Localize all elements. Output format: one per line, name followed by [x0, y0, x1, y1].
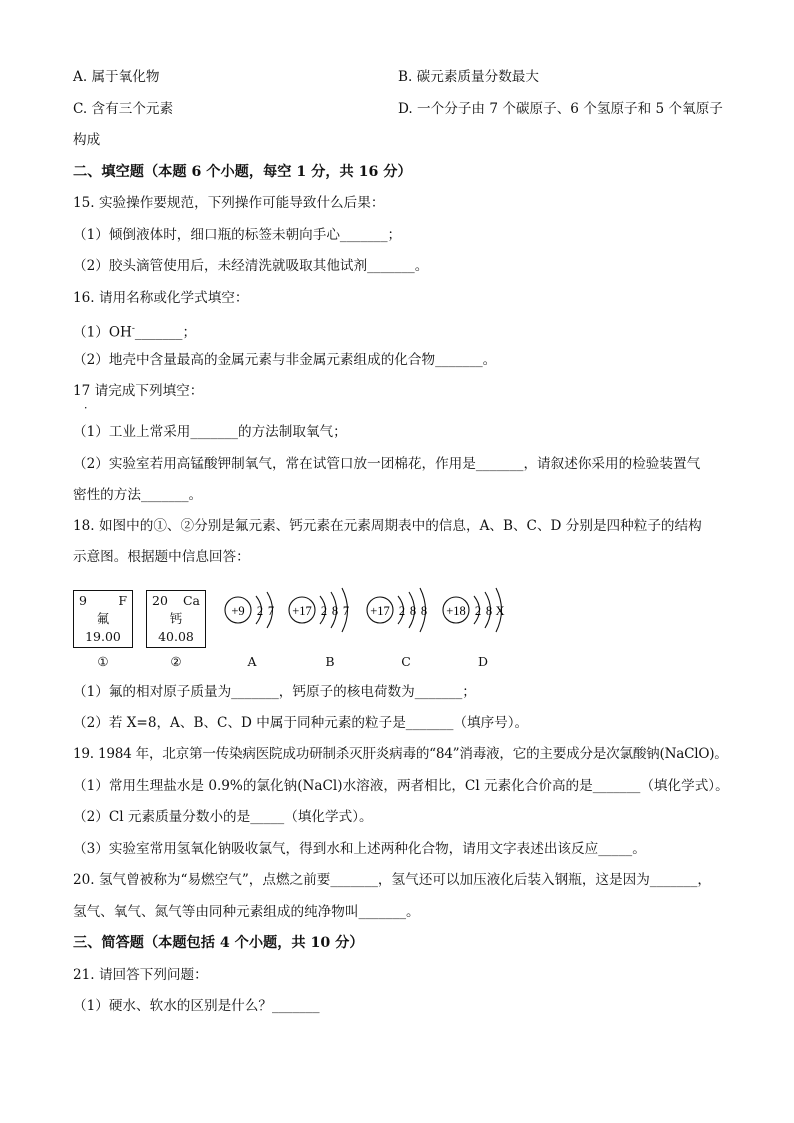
- q19-part1: （1）常用生理盐水是 0.9%的氯化钠(NaCl)水溶液，两者相比，Cl 元素化合价高的是_______（填化学式）。: [73, 778, 729, 794]
- option-b: B. 碳元素质量分数最大: [398, 69, 539, 85]
- element-symbol: F: [118, 593, 127, 608]
- atom-label-a: A: [247, 654, 257, 669]
- q16-part1-prefix: （1）OH: [73, 324, 132, 341]
- q18-stem-continuation: 示意图。根据题中信息回答：: [73, 549, 250, 565]
- q21-part1: （1）硬水、软水的区别是什么？_______: [73, 998, 320, 1014]
- shell-electron-count: 2: [398, 604, 406, 618]
- atom-diagram-c: [367, 588, 427, 632]
- option-d: D. 一个分子由 7 个碳原子、6 个氢原子和 5 个氧原子: [398, 101, 723, 117]
- nucleus-charge: +18: [446, 604, 466, 618]
- q15-part1: （1）倾倒液体时，细口瓶的标签未朝向手心_______；: [73, 227, 402, 243]
- shell-electron-count: 7: [267, 604, 275, 618]
- atomic-number: 20: [152, 593, 168, 608]
- nucleus-charge: +17: [292, 604, 312, 618]
- atomic-mass: 40.08: [158, 629, 194, 644]
- element-name: 氟: [96, 611, 110, 626]
- q17-part2: （2）实验室若用高锰酸钾制氧气，常在试管口放一团棉花，作用是_______，请叙述你采用的检验装置气: [73, 456, 701, 472]
- element-symbol: Ca: [182, 593, 200, 608]
- q16-stem: 16. 请用名称或化学式填空：: [73, 290, 249, 306]
- option-a: A. 属于氧化物: [73, 69, 160, 85]
- atom-diagram-d: [443, 588, 505, 632]
- q18-part1: （1）氟的相对原子质量为_______，钙原子的核电荷数为_______；: [73, 684, 476, 700]
- shell-electron-count: X: [495, 604, 505, 618]
- atom-label-d: D: [477, 654, 489, 669]
- q19-part2: （2）Cl 元素质量分数小的是_____（填化学式）。: [73, 809, 373, 825]
- section-2-title: 二、填空题（本题 6 个小题，每空 1 分，共 16 分）: [73, 164, 412, 180]
- shell-electron-count: 8: [409, 604, 417, 618]
- atom-label-c: C: [401, 654, 411, 669]
- q16-part2: （2）地壳中含量最高的金属元素与非金属元素组成的化合物_______。: [73, 352, 497, 368]
- atom-label-b: B: [325, 654, 335, 669]
- q17-stem: 17 请完成下列填空：: [73, 383, 204, 399]
- q18-part2: （2）若 X=8，A、B、C、D 中属于同种元素的粒子是_______（填序号）。: [73, 715, 529, 731]
- q20-line1: 20. 氢气曾被称为“易燃空气”，点燃之前要_______，氢气还可以加压液化后装入钢瓶，这是因为_______，: [73, 872, 711, 888]
- q18-stem: 18. 如图中的①、②分别是氟元素、钙元素在元素周期表中的信息，A、B、C、D 分别是四种粒子的结构: [73, 518, 702, 534]
- q16-part1: [73, 320, 196, 342]
- q16-part1-superscript: -: [131, 324, 135, 334]
- box-label-2: ②: [170, 654, 182, 669]
- nucleus-charge: +17: [370, 604, 390, 618]
- shell-electron-count: 2: [320, 604, 328, 618]
- section-3-title: 三、简答题（本题包括 4 个小题，共 10 分）: [73, 935, 364, 951]
- q20-line2: 氢气、氧气、氮气等由同种元素组成的纯净物叫_______。: [73, 904, 420, 920]
- shell-electron-count: 8: [331, 604, 339, 618]
- atom-structure-diagrams: [0, 572, 794, 662]
- q21-stem: 21. 请回答下列问题：: [73, 967, 208, 983]
- shell-electron-count: 8: [420, 604, 428, 618]
- q16-part1-suffix: _______；: [134, 324, 197, 341]
- shell-electron-count: 8: [485, 604, 493, 618]
- q17-part2-continuation: 密性的方法_______。: [73, 487, 203, 503]
- q19-part3: （3）实验室常用氢氧化钠吸收氯气，得到水和上述两种化合物，请用文字表述出该反应_____。: [73, 841, 646, 857]
- option-d-continuation: 构成: [73, 132, 101, 148]
- atom-diagram-b: [289, 588, 349, 632]
- atomic-number: 9: [79, 593, 87, 608]
- q19-stem: 19. 1984 年，北京第一传染病医院成功研制杀灭肝炎病毒的“84”消毒液，它的主要成分是次氯酸钠(NaClO)。: [73, 746, 728, 762]
- atom-diagram-a: [225, 592, 274, 628]
- box-label-1: ①: [97, 654, 109, 669]
- q17-stray-dot: ．: [84, 398, 95, 411]
- element-name: 钙: [169, 611, 183, 626]
- q15-part2: （2）胶头滴管使用后，未经清洗就吸取其他试剂_______。: [73, 258, 429, 274]
- shell-electron-count: 7: [342, 604, 350, 618]
- atomic-mass: 19.00: [85, 629, 121, 644]
- shell-electron-count: 2: [474, 604, 482, 618]
- nucleus-charge: +9: [231, 604, 245, 618]
- q15-stem: 15. 实验操作要规范，下列操作可能导致什么后果：: [73, 195, 385, 211]
- shell-electron-count: 2: [256, 604, 264, 618]
- q17-part1: （1）工业上常采用_______的方法制取氧气；: [73, 424, 347, 440]
- option-c: C. 含有三个元素: [73, 101, 174, 117]
